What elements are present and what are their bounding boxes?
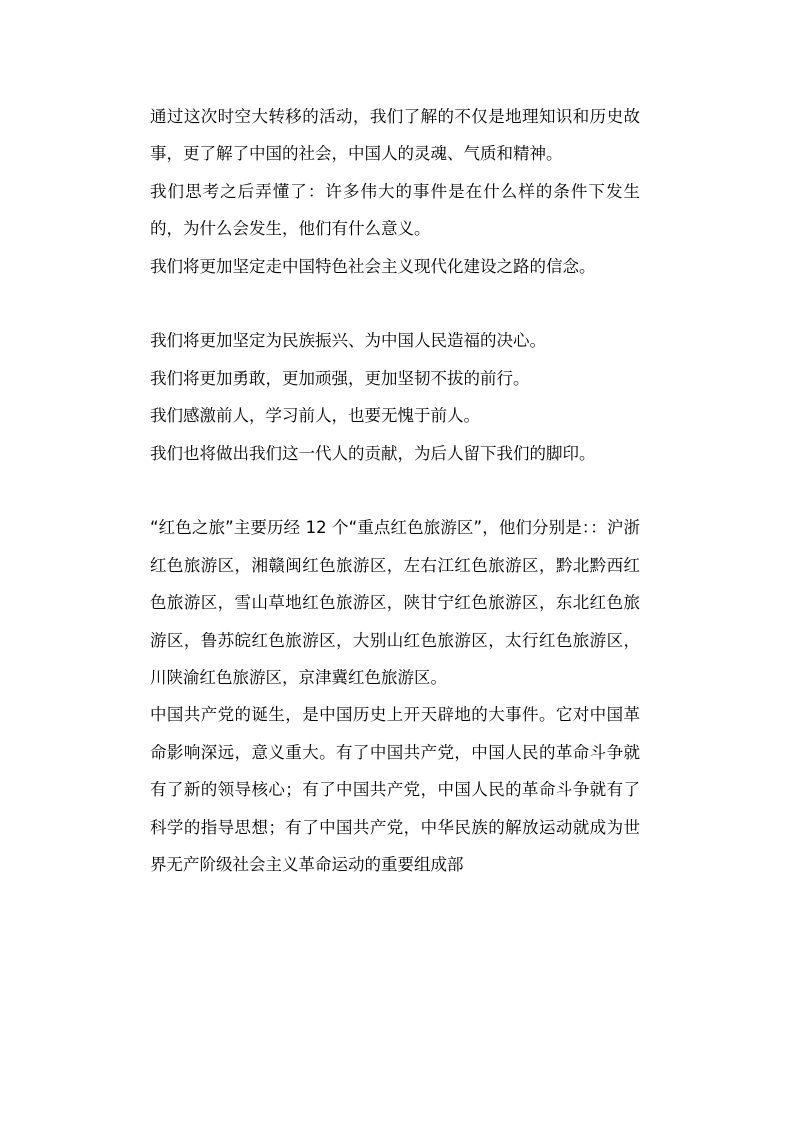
paragraph-6: 我们感激前人，学习前人，也要无愧于前人。 [150,406,480,426]
paragraph-3: 我们将更加坚定走中国特色社会主义现代化建设之路的信念。 [150,256,596,276]
paragraph-8: “红色之旅”主要历经 12 个“重点红色旅游区”，他们分别是：：沪浙红色旅游区，湘赣闽红色旅游区，左右江红色旅游区，黔北黔西红色旅游区，雪山草地红色旅游区，陕甘宁红色旅游区，东北红色旅游区，鲁苏皖红色旅游区，大别山红色旅游区，太行红色旅游区，川陕渝红色旅游区，京津冀红色旅游区。 [150,518,640,688]
blank-line [150,472,640,509]
paragraph-1: 通过这次时空大转移的活动，我们了解的不仅是地理知识和历史故事，更了解了中国的社会，中国人的灵魂、气质和精神。 [150,107,640,164]
document-body [150,98,640,884]
paragraph-9: 中国共产党的诞生，是中国历史上开天辟地的大事件。它对中国革命影响深远，意义重大。有了中国共产党，中国人民的革命斗争就有了新的领导核心；有了中国共产党，中国人民的革命斗争就有了科学的指导思想；有了中国共产党，中华民族的解放运动就成为世界无产阶级社会主义革命运动的重要组成部 [150,705,640,875]
paragraph-2: 我们思考之后弄懂了：许多伟大的事件是在什么样的条件下发生的，为什么会发生，他们有什么意义。 [150,181,640,239]
paragraph-5: 我们将更加勇敢，更加顽强，更加坚韧不拔的前行。 [150,368,530,388]
paragraph-4: 我们将更加坚定为民族振兴、为中国人民造福的决心。 [150,331,546,351]
paragraph-7: 我们也将做出我们这一代人的贡献，为后人留下我们的脚印。 [150,443,596,463]
blank-line [150,285,640,322]
